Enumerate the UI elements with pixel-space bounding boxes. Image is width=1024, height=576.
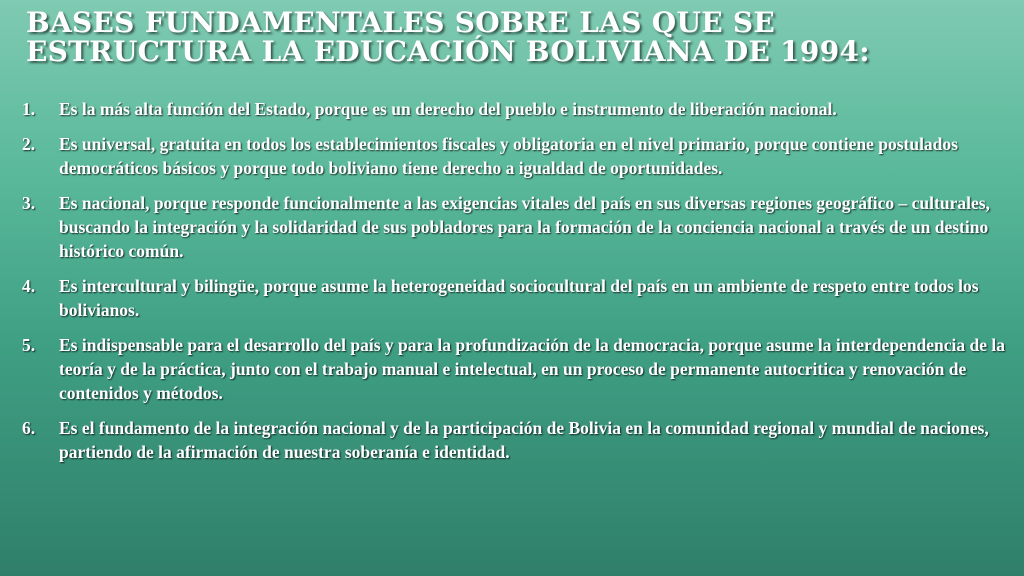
list-item: [22, 97, 1007, 121]
slide-title: BASES FUNDAMENTALES SOBRE LAS QUE SE ESTRUCTURA LA EDUCACIÓN BOLIVIANA DE 1994:: [26, 6, 870, 68]
numbered-list: [22, 97, 1007, 475]
list-item-text: Es la más alta función del Estado, porque es un derecho del pueblo e instrumento de liberación nacional.: [59, 99, 837, 119]
list-item: [22, 333, 1007, 405]
list-item-number: 4.: [22, 276, 36, 296]
list-item: [22, 191, 1007, 263]
list-item-number: 2.: [22, 134, 36, 154]
list-item-text: Es indispensable para el desarrollo del país y para la profundización de la democracia, porque asume la interdependencia de la teoría y de la práctica, junto con el trabajo manual e intelectual, en un proceso de permanente autocritica y renovación de contenidos y métodos.: [59, 335, 1006, 403]
list-item-text: Es nacional, porque responde funcionalmente a las exigencias vitales del país en sus diversas regiones geográfico – culturales, buscando la integración y la solidaridad de sus pobladores para la formación de la conciencia nacional a través de un destino histórico común.: [59, 193, 990, 261]
list-item: [22, 416, 1007, 464]
list-item-text: Es intercultural y bilingüe, porque asume la heterogeneidad sociocultural del país en un ambiente de respeto entre todos los bolivianos.: [59, 276, 979, 320]
list-item-text: Es universal, gratuita en todos los establecimientos fiscales y obligatoria en el nivel primario, porque contiene postulados democráticos básicos y porque todo boliviano tiene derecho a igualdad de oportunidades.: [59, 134, 958, 178]
list-item-text: Es el fundamento de la integración nacional y de la participación de Bolivia en la comunidad regional y mundial de naciones, partiendo de la afirmación de nuestra soberanía e identidad.: [59, 418, 989, 462]
list-item-number: 1.: [22, 99, 36, 119]
list-item-number: 3.: [22, 193, 36, 213]
list-item-number: 5.: [22, 335, 36, 355]
list-item-number: 6.: [22, 418, 36, 438]
list-item: [22, 132, 1007, 180]
list-item: [22, 274, 1007, 322]
